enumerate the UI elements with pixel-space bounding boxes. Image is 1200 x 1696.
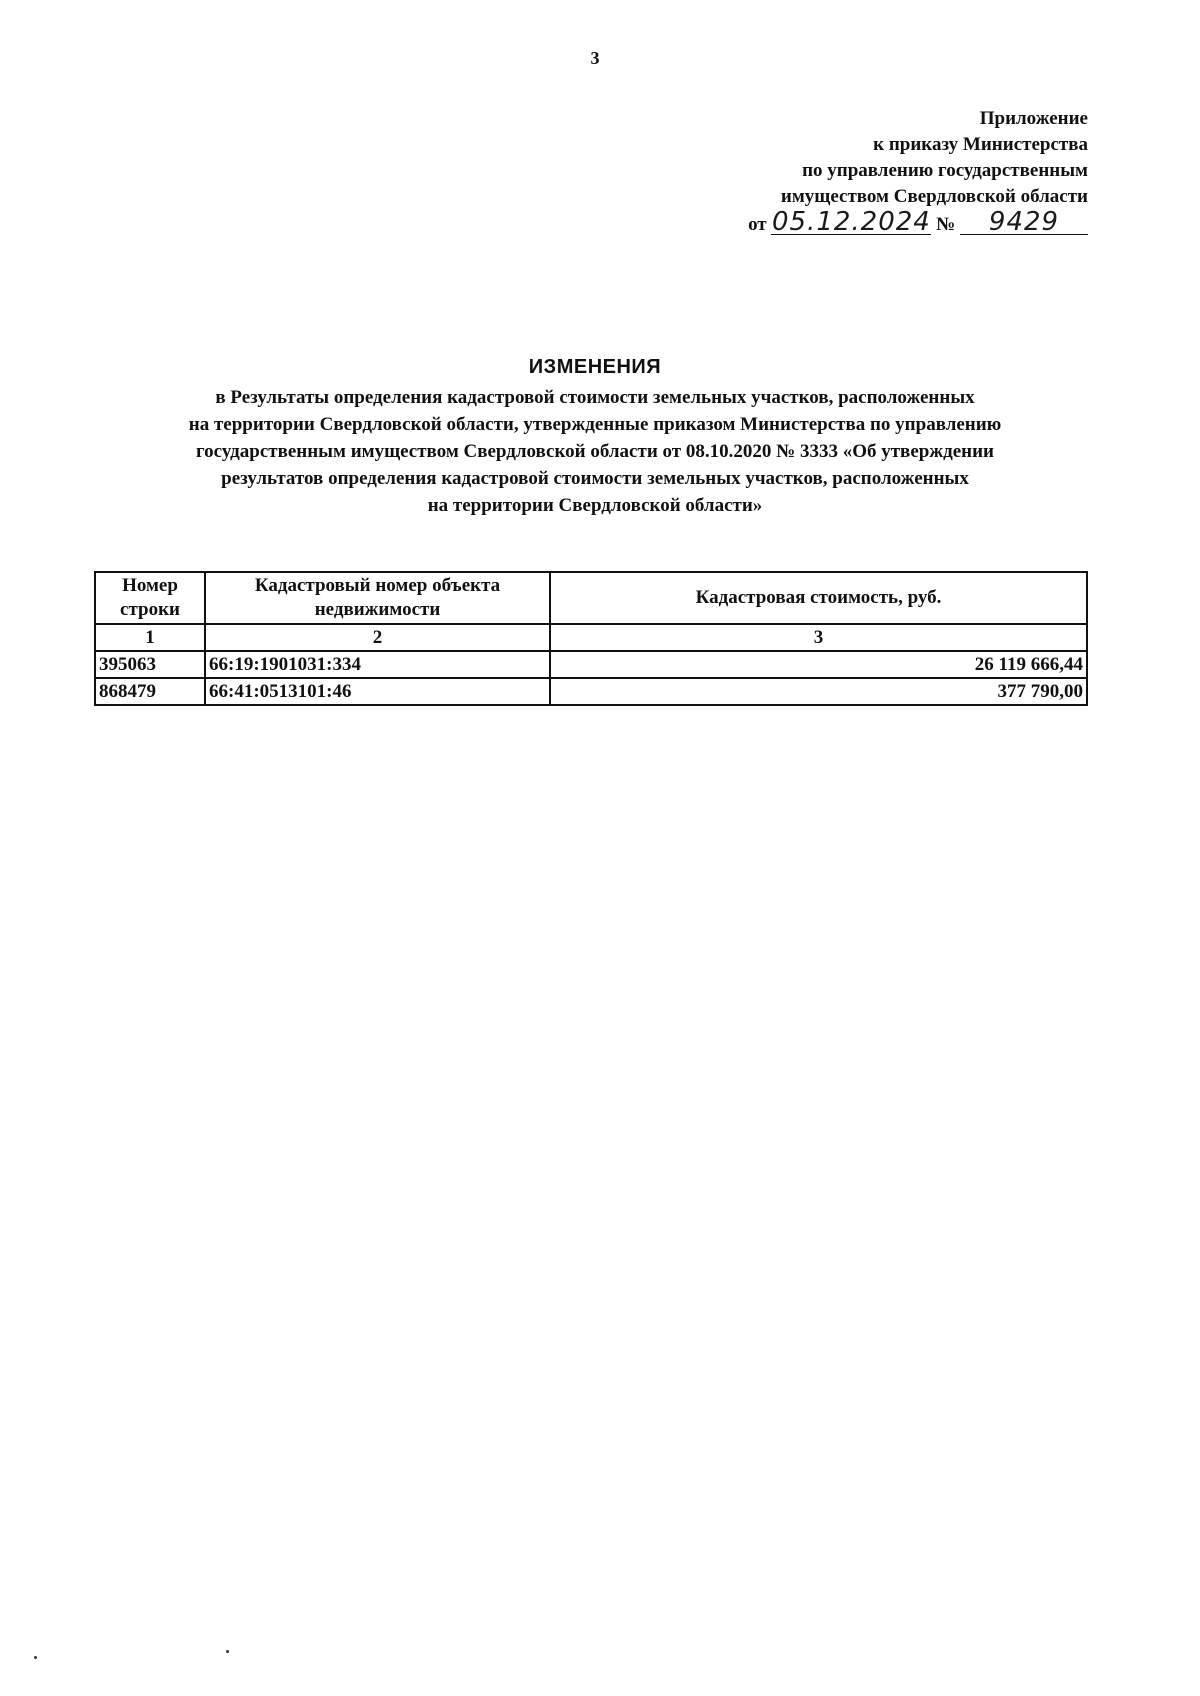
subtitle-line: в Результаты определения кадастровой стоимости земельных участков, расположенных xyxy=(215,387,975,408)
appendix-line: Приложение xyxy=(979,108,1088,129)
column-number-row xyxy=(95,624,1087,651)
column-number: 1 xyxy=(95,624,205,651)
column-number: 2 xyxy=(205,624,550,651)
subtitle-line: на территории Свердловской области» xyxy=(427,495,763,516)
cadastral-number-cell: 66:41:0513101:46 xyxy=(205,678,550,705)
header-cadastral-number: Кадастровый номер объекта недвижимости xyxy=(205,572,550,624)
subtitle-line: на территории Свердловской области, утвержденные приказом Министерства по управлению xyxy=(188,414,1002,435)
row-number-cell: 395063 xyxy=(95,651,205,678)
scan-speck xyxy=(34,1656,37,1659)
appendix-block xyxy=(728,106,1088,238)
cadastral-value-cell: 26 119 666,44 xyxy=(550,651,1087,678)
appendix-line: к приказу Министерства xyxy=(873,134,1088,155)
table-row xyxy=(95,651,1087,678)
scan-speck xyxy=(226,1650,229,1653)
appendix-line: имуществом Свердловской области xyxy=(780,186,1088,207)
cadastral-number-cell: 66:19:1901031:334 xyxy=(205,651,550,678)
header-row-number: Номер строки xyxy=(95,572,205,624)
handwritten-date: 05.12.2024 xyxy=(771,207,931,237)
table-header-row xyxy=(95,572,1087,624)
page-number: 3 xyxy=(590,48,600,68)
header-cadastral-value: Кадастровая стоимость, руб. xyxy=(550,572,1087,624)
order-date-number xyxy=(728,207,1088,238)
row-number-cell: 868479 xyxy=(95,678,205,705)
handwritten-number: 9429 xyxy=(960,210,1088,235)
subtitle-line: результатов определения кадастровой стоимости земельных участков, расположенных xyxy=(221,468,969,489)
cadastral-value-cell: 377 790,00 xyxy=(550,678,1087,705)
date-prefix: от xyxy=(748,214,767,235)
number-prefix: № xyxy=(936,214,956,235)
table-row xyxy=(95,678,1087,705)
column-number: 3 xyxy=(550,624,1087,651)
document-subtitle xyxy=(120,384,1070,519)
subtitle-line: государственным имуществом Свердловской области от 08.10.2020 № 3333 «Об утверждении xyxy=(196,441,994,462)
cadastral-value-table xyxy=(94,571,1088,706)
appendix-line: по управлению государственным xyxy=(802,160,1088,181)
document-title: ИЗМЕНЕНИЯ xyxy=(528,356,662,378)
